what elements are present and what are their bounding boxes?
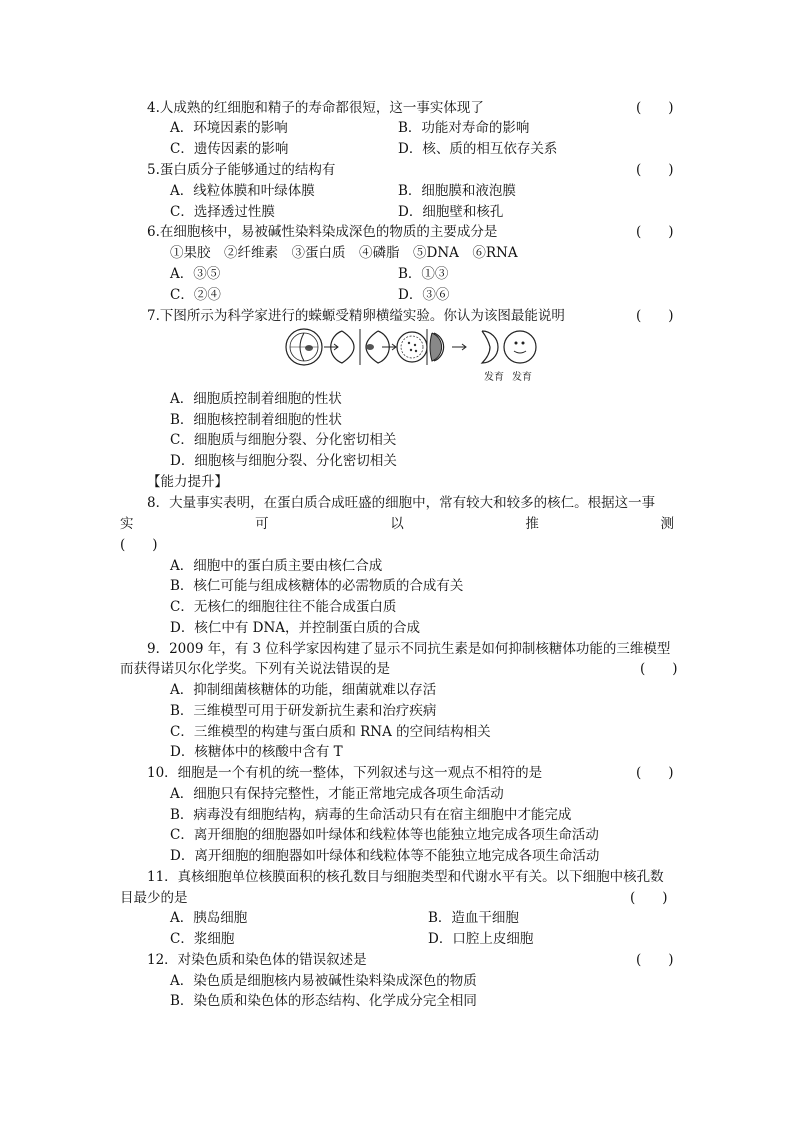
q5-stem: 5.蛋白质分子能够通过的结构有 <box>147 162 336 178</box>
developing-embryo-1 <box>482 331 498 363</box>
section-heading: 【能力提升】 <box>147 474 228 490</box>
q5-option-d: D．细胞壁和核孔 <box>398 204 504 220</box>
q11-stem-continued: 目最少的是 <box>120 890 188 906</box>
q8-option-a: A．细胞中的蛋白质主要由核仁合成 <box>170 558 383 574</box>
q7-option-d: D．细胞核与细胞分裂、分化密切相关 <box>170 453 397 469</box>
q12-stem: 12．对染色质和染色体的错误叙述是 <box>147 952 367 968</box>
q9-option-b: B．三维模型可用于研发新抗生素和治疗疾病 <box>170 703 437 719</box>
q8-option-c: C．无核仁的细胞往往不能合成蛋白质 <box>170 599 397 615</box>
q11-option-d: D．口腔上皮细胞 <box>428 931 534 947</box>
q11-option-b: B．造血干细胞 <box>428 910 519 926</box>
q6-option-d: D．③⑥ <box>398 287 450 303</box>
q9-option-d: D．核糖体中的核酸中含有 T <box>170 744 343 760</box>
dividing-cell <box>397 329 444 365</box>
q9-answer-paren: ( ) <box>640 661 678 677</box>
arrow-3 <box>452 344 466 350</box>
q5-option-a: A．线粒体膜和叶绿体膜 <box>170 183 315 199</box>
q11-option-c: C．浆细胞 <box>170 931 235 947</box>
q7-stem: 7.下图所示为科学家进行的蝾螈受精卵横缢实验。你认为该图最能说明 <box>147 308 565 324</box>
q6-option-b: B．①③ <box>398 266 449 282</box>
q6-answer-paren: ( ) <box>636 224 674 240</box>
q7-option-b: B．细胞核控制着细胞的性状 <box>170 412 342 428</box>
q6-option-c: C．②④ <box>170 287 221 303</box>
q5-option-c: C．选择透过性膜 <box>170 204 275 220</box>
q10-stem: 10．细胞是一个有机的统一整体，下列叙述与这一观点不相符的是 <box>147 765 543 781</box>
q7-option-a: A．细胞质控制着细胞的性状 <box>170 391 342 407</box>
q8-stem: 8．大量事实表明，在蛋白质合成旺盛的细胞中，常有较大和较多的核仁。根据这一事 <box>147 495 656 511</box>
q12-option-b: B．染色质和染色体的形态结构、化学成分完全相同 <box>170 993 477 1009</box>
q8-stem-char: 可 <box>255 516 269 532</box>
q11-option-a: A．胰岛细胞 <box>170 910 248 926</box>
q12-option-a: A．染色质是细胞核内易被碱性染料染成深色的物质 <box>170 973 477 989</box>
q12-answer-paren: ( ) <box>636 952 674 968</box>
q5-answer-paren: ( ) <box>636 162 674 178</box>
q8-stem-char: 推 <box>525 516 539 532</box>
figure-label-develop-2: 发育 <box>512 372 532 383</box>
zygote-cell-2 <box>331 329 390 365</box>
q8-stem-continued <box>120 514 674 534</box>
figure-label-develop-1: 发育 <box>484 372 504 383</box>
q9-option-c: C．三维模型的构建与蛋白质和 RNA 的空间结构相关 <box>170 724 491 740</box>
q4-stem: 4.人成熟的红细胞和精子的寿命都很短，这一事实体现了 <box>147 100 484 116</box>
q6-stem: 6.在细胞核中，易被碱性染料染成深色的物质的主要成分是 <box>147 224 498 240</box>
q8-stem-char: 实 <box>120 516 134 532</box>
q8-option-d: D．核仁中有 DNA，并控制蛋白质的合成 <box>170 620 421 636</box>
q11-answer-paren: ( ) <box>630 890 668 906</box>
q10-answer-paren: ( ) <box>636 765 674 781</box>
q10-option-c: C．离开细胞的细胞器如叶绿体和线粒体等也能独立地完成各项生命活动 <box>170 827 599 843</box>
q7-answer-paren: ( ) <box>636 308 674 324</box>
q9-option-a: A．抑制细菌核糖体的功能，细菌就难以存活 <box>170 682 437 698</box>
q9-stem: 9．2009 年，有 3 位科学家因构建了显示不同抗生素是如何抑制核糖体功能的三维模型 <box>147 641 671 657</box>
zygote-cell-1 <box>286 329 322 365</box>
q4-option-a: A．环境因素的影响 <box>170 120 288 136</box>
q4-option-b: B．功能对寿命的影响 <box>398 120 530 136</box>
q11-stem: 11．真核细胞单位核膜面积的核孔数目与细胞类型和代谢水平有关。以下细胞中核孔数 <box>147 869 664 885</box>
q8-stem-char: 以 <box>390 516 404 532</box>
q8-stem-char: 测 <box>660 516 674 532</box>
q4-option-c: C．遗传因素的影响 <box>170 141 289 157</box>
q6-option-a: A．③⑤ <box>170 266 221 282</box>
developing-embryo-2 <box>504 331 536 363</box>
q7-figure <box>282 325 542 387</box>
q10-option-d: D．离开细胞的细胞器如叶绿体和线粒体等不能独立地完成各项生命活动 <box>170 848 600 864</box>
q8-answer-paren: ( ) <box>120 537 158 553</box>
q9-stem-continued: 而获得诺贝尔化学奖。下列有关说法错误的是 <box>120 661 390 677</box>
q8-option-b: B．核仁可能与组成核糖体的必需物质的合成有关 <box>170 578 464 594</box>
q10-option-b: B．病毒没有细胞结构，病毒的生命活动只有在宿主细胞中才能完成 <box>170 807 572 823</box>
q5-option-b: B．细胞膜和液泡膜 <box>398 183 516 199</box>
q7-option-c: C．细胞质与细胞分裂、分化密切相关 <box>170 432 397 448</box>
q6-items: ①果胶 ②纤维素 ③蛋白质 ④磷脂 ⑤DNA ⑥RNA <box>170 245 518 261</box>
q4-option-d: D．核、质的相互依存关系 <box>398 141 558 157</box>
newt-egg-ligation-figure <box>282 325 542 373</box>
q4-answer-paren: ( ) <box>636 100 674 116</box>
q10-option-a: A．细胞只有保持完整性，才能正常地完成各项生命活动 <box>170 786 504 802</box>
